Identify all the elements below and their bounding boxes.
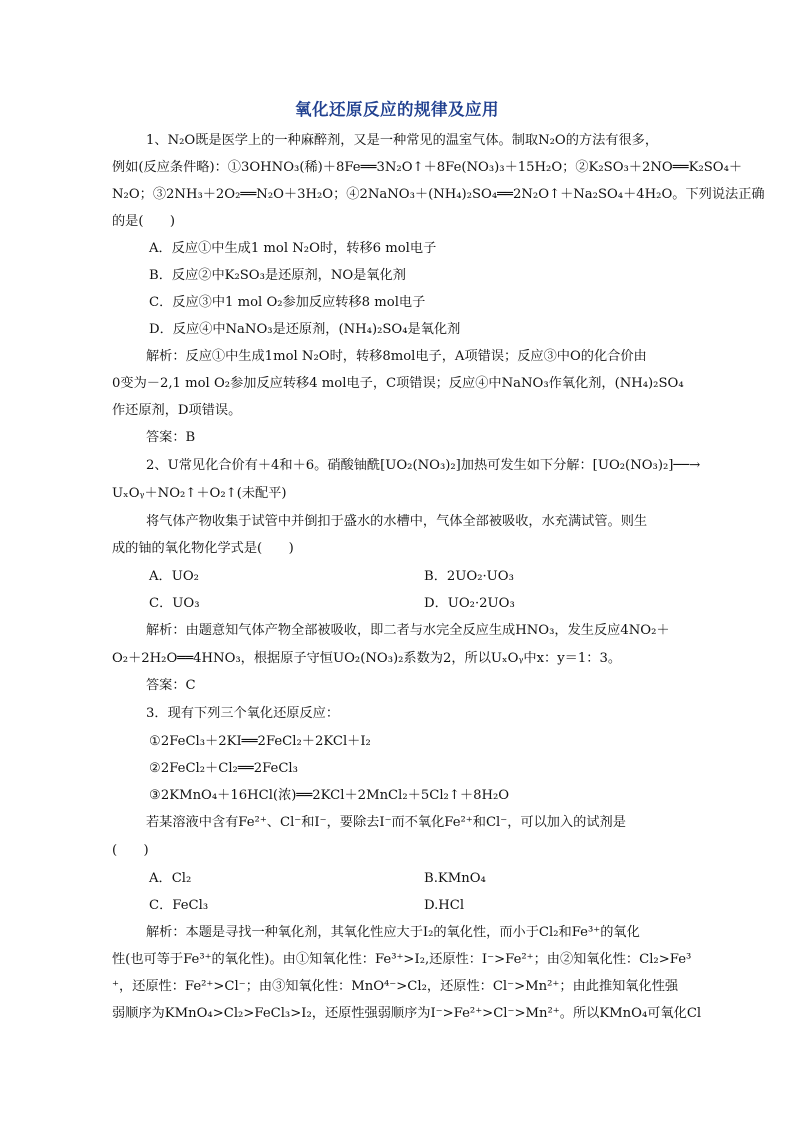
q2-stem-line-4: 成的铀的氧化物化学式是( ) (112, 541, 294, 556)
q2-stem-line-1: 2、U常见化合价有＋4和＋6。硝酸铀酰[UO₂(NO₃)₂]加热可发生如下分解：[UO₂(NO₃)₂]──→ (146, 458, 701, 473)
q1-analysis-line-1: 解析：反应①中生成1mol N₂O时，转移8mol电子，A项错误；反应③中O的化合价由 (146, 349, 647, 364)
q3-analysis-line-2: 性(也可等于Fe³⁺的氧化性)。由①知氧化性：Fe³⁺>I₂,还原性：I⁻>Fe²⁺；由②知氧化性：Cl₂>Fe³ (112, 952, 692, 967)
q3-option-c: C．FeCl₃ (149, 898, 209, 913)
q3-reaction-2: ②2FeCl₂＋Cl₂══2FeCl₃ (149, 761, 298, 776)
q2-option-a: A．UO₂ (149, 569, 199, 584)
q2-option-d: D．UO₂·2UO₃ (424, 596, 515, 611)
q3-analysis-line-1: 解析：本题是寻找一种氧化剂，其氧化性应大于I₂的氧化性，而小于Cl₂和Fe³⁺的氧化 (146, 925, 640, 940)
q2-stem-line-3: 将气体产物收集于试管中并倒扣于盛水的水槽中，气体全部被吸收，水充满试管。则生 (146, 514, 648, 529)
q2-stem-line-2: UₓOᵧ＋NO₂↑＋O₂↑(未配平) (112, 486, 287, 501)
q2-analysis-line-1: 解析：由题意知气体产物全部被吸收，即二者与水完全反应生成HNO₃，发生反应4NO₂＋ (146, 623, 670, 638)
q3-reaction-3: ③2KMnO₄＋16HCl(浓)══2KCl＋2MnCl₂＋5Cl₂↑＋8H₂O (149, 788, 510, 803)
q2-option-c: C．UO₃ (149, 596, 200, 611)
q1-analysis-line-3: 作还原剂，D项错误。 (112, 403, 242, 418)
q3-option-d: D.HCl (424, 898, 465, 913)
q3-analysis-line-4: 弱顺序为KMnO₄>Cl₂>FeCl₃>I₂，还原性强弱顺序为I⁻>Fe²⁺>Cl⁻>Mn²⁺。所以KMnO₄可氧化Cl (112, 1006, 702, 1021)
q3-reaction-1: ①2FeCl₃＋2KI══2FeCl₂＋2KCl＋I₂ (149, 734, 371, 749)
q1-option-d: D．反应④中NaNO₃是还原剂，(NH₄)₂SO₄是氧化剂 (149, 322, 461, 337)
q2-answer: 答案：C (146, 678, 196, 693)
q3-option-a: A．Cl₂ (149, 871, 192, 886)
q1-stem-line-2: 例如(反应条件略)：①3OHNO₃(稀)＋8Fe══3N₂O↑＋8Fe(NO₃)₃＋15H₂O；②K₂SO₃＋2NO══K₂SO₄＋ (112, 160, 743, 175)
q1-analysis-line-2: 0变为－2,1 mol O₂参加反应转移4 mol电子，C项错误；反应④中NaNO₃作氧化剂，(NH₄)₂SO₄ (112, 376, 684, 391)
q3-analysis-line-3: ⁺，还原性：Fe²⁺>Cl⁻；由③知氧化性：MnO⁴⁻>Cl₂，还原性：Cl⁻>Mn²⁺；由此推知氧化性强 (112, 979, 679, 994)
page-title: 氧化还原反应的规律及应用 (295, 100, 499, 119)
q3-stem-line-1: 3．现有下列三个氧化还原反应： (146, 706, 340, 721)
q3-stem-line-3: ( ) (112, 843, 149, 858)
q2-analysis-line-2: O₂＋2H₂O══4HNO₃，根据原子守恒UO₂(NO₃)₂系数为2，所以UₓOᵧ中x：y＝1：3。 (112, 651, 622, 666)
q3-option-b: B.KMnO₄ (424, 871, 486, 886)
q1-stem-line-1: 1、N₂O既是医学上的一种麻醉剂，又是一种常见的温室气体。制取N₂O的方法有很多， (146, 133, 659, 148)
q1-option-a: A．反应①中生成1 mol N₂O时，转移6 mol电子 (149, 241, 437, 256)
q1-stem-line-3: N₂O；③2NH₃＋2O₂══N₂O＋3H₂O；④2NaNO₃＋(NH₄)₂SO₄══2N₂O↑＋Na₂SO₄＋4H₂O。下列说法正确 (112, 187, 765, 202)
q1-option-c: C．反应③中1 mol O₂参加反应转移8 mol电子 (149, 295, 426, 310)
q3-stem-line-2: 若某溶液中含有Fe²⁺、Cl⁻和I⁻，要除去I⁻而不氧化Fe²⁺和Cl⁻，可以加入的试剂是 (146, 815, 626, 830)
q1-answer: 答案：B (146, 430, 196, 445)
q1-stem-line-4: 的是( ) (112, 214, 176, 229)
q1-option-b: B．反应②中K₂SO₃是还原剂，NO是氧化剂 (149, 268, 406, 283)
q2-option-b: B．2UO₂·UO₃ (424, 569, 514, 584)
